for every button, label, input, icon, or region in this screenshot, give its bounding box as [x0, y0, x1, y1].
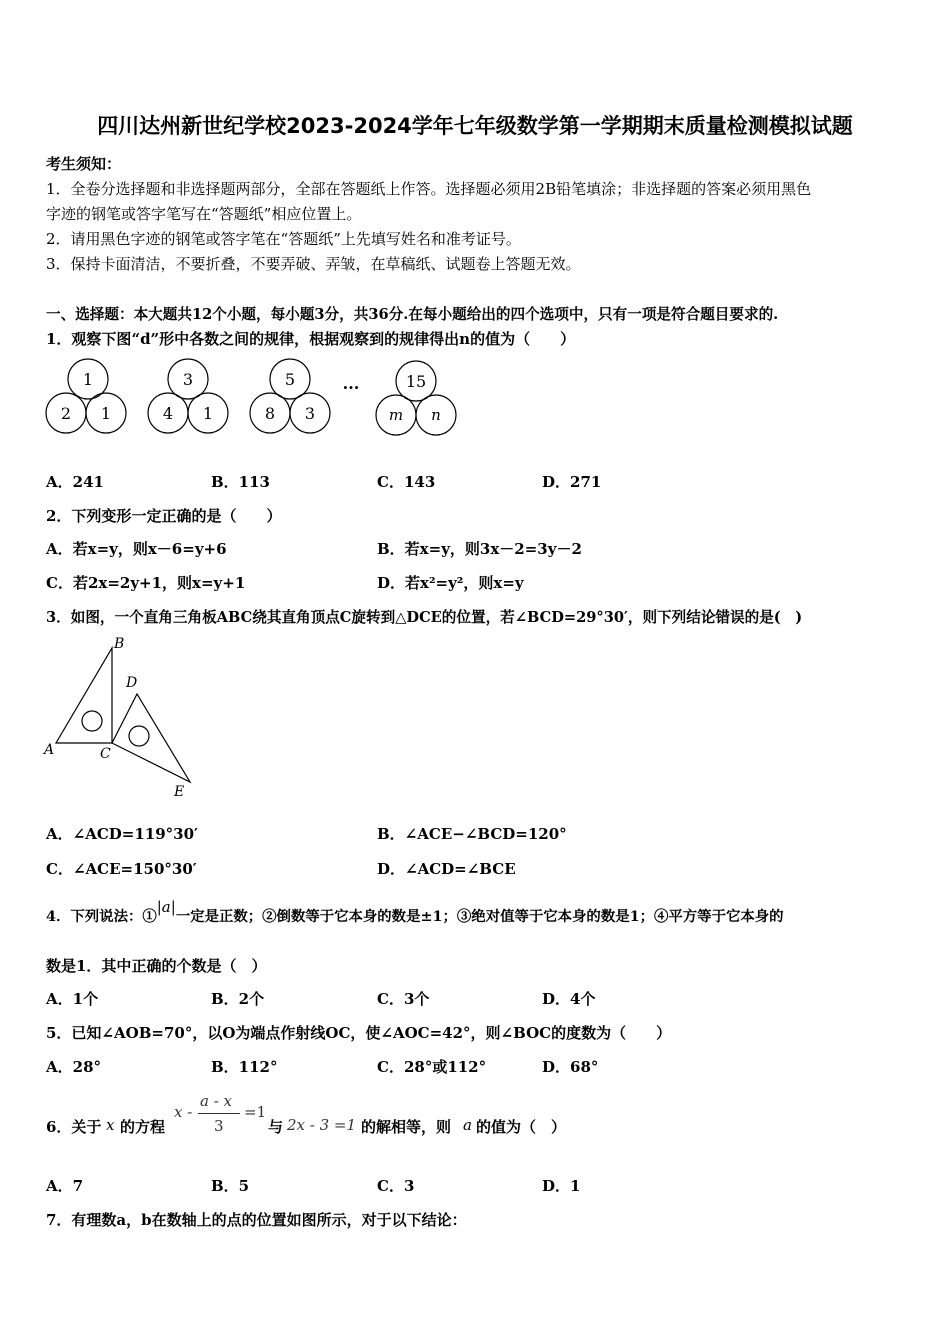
q1-stem: 1．观察下图“d”形中各数之间的规律，根据观察到的规律得出n的值为（ ） [46, 330, 576, 348]
q6-suffix: 的值为（ ） [476, 1118, 567, 1136]
page-title: 四川达州新世纪学校2023-2024学年七年级数学第一学期期末质量检测模拟试题 [97, 114, 853, 138]
q6-option-b: B．5 [211, 1177, 250, 1195]
q6-prefix: 6．关于 [46, 1118, 102, 1136]
q6-fraction-bar [198, 1113, 240, 1114]
q2-option-a: A．若x=y，则x－6=y+6 [46, 540, 227, 558]
notice-item-2: 2．请用黑色字迹的钢笔或答字笔在“答题纸”上先填写姓名和准考证号。 [46, 230, 521, 248]
q2-option-c: C．若2x=2y+1，则x=y+1 [46, 574, 246, 592]
fig2-top: 3 [182, 370, 194, 389]
label-e: E [174, 784, 185, 800]
q3-stem: 3．如图，一个直角三角板ABC绕其直角顶点C旋转到△DCE的位置，若∠BCD=29°30′，则下列结论错误的是( ) [46, 609, 803, 626]
q4-option-c: C．3个 [377, 990, 430, 1008]
q4-option-a: A．1个 [46, 990, 99, 1008]
q1-figure [40, 355, 470, 440]
q6-option-a: A．7 [46, 1177, 84, 1195]
q6-var-x: x [106, 1116, 115, 1134]
q4-prefix: 4．下列说法：① [46, 908, 157, 925]
notice-item-3: 3．保持卡面清洁，不要折叠，不要弄破、弄皱，在草稿纸、试题卷上答题无效。 [46, 255, 581, 273]
q6-mid3: 的解相等，则 [361, 1118, 452, 1136]
q3-option-b: B．∠ACE−∠BCD=120° [377, 825, 567, 843]
triangle-abc [56, 648, 112, 743]
fig1-right: 1 [100, 404, 112, 423]
q5-stem: 5．已知∠AOB=70°，以O为端点作射线OC，使∠AOC=42°，则∠BOC的度数为（ ） [46, 1024, 672, 1042]
q3-triangle-figure [40, 632, 210, 807]
q4-abs-expression: |a| [156, 898, 176, 916]
triangle-dce-hole [129, 726, 149, 746]
q2-stem: 2．下列变形一定正确的是（ ） [46, 507, 282, 525]
notice-item-1-cont: 字迹的钢笔或答字笔写在“答题纸”相应位置上。 [46, 205, 362, 223]
label-c: C [100, 746, 111, 762]
label-a: A [44, 742, 55, 758]
q6-frac-numerator: a - x [200, 1092, 233, 1110]
fig1-left: 2 [60, 404, 72, 423]
triangle-dce [112, 694, 190, 782]
q3-option-a: A．∠ACD=119°30′ [46, 825, 198, 843]
q6-mid2: 与 [268, 1118, 284, 1136]
fig3-right: 3 [304, 404, 316, 423]
q2-option-d: D．若x²=y²，则x=y [377, 574, 524, 592]
q3-option-d: D．∠ACD=∠BCE [377, 860, 516, 878]
section-heading: 一、选择题：本大题共12个小题，每小题3分，共36分.在每小题给出的四个选项中，只有一项是符合题目要求的. [46, 306, 779, 323]
fig1-top: 1 [82, 370, 94, 389]
q1-option-a: A．241 [46, 473, 104, 491]
q5-option-a: A．28° [46, 1058, 102, 1076]
q4-line1-suffix: 一定是正数；②倒数等于它本身的数是±1；③绝对值等于它本身的数是1；④平方等于它本身的 [175, 908, 784, 925]
q6-eq2: 2x - 3 =1 [287, 1116, 357, 1134]
q1-option-d: D．271 [542, 473, 602, 491]
q7-stem: 7．有理数a，b在数轴上的点的位置如图所示，对于以下结论： [46, 1211, 467, 1229]
label-d: D [126, 675, 138, 691]
q1-option-b: B．113 [211, 473, 270, 491]
fig3-top: 5 [284, 370, 296, 389]
label-b: B [114, 636, 125, 652]
q6-option-d: D．1 [542, 1177, 581, 1195]
q6-option-c: C．3 [377, 1177, 415, 1195]
ellipsis: ··· [342, 378, 360, 397]
q5-option-d: D．68° [542, 1058, 599, 1076]
q5-option-c: C．28°或112° [377, 1058, 487, 1076]
q6-mid1: 的方程 [120, 1118, 166, 1136]
q3-option-c: C．∠ACE=150°30′ [46, 860, 197, 878]
fig4-right: n [431, 406, 441, 424]
q2-option-b: B．若x=y，则3x－2=3y－2 [377, 540, 582, 558]
q4-line1 [46, 898, 784, 926]
fig4-left: m [388, 406, 404, 424]
q6-frac-denominator: 3 [214, 1117, 224, 1135]
q6-eq-right: =1 [244, 1103, 267, 1121]
q4-option-b: B．2个 [211, 990, 265, 1008]
q6-eq-left: x - [174, 1103, 193, 1121]
q6-var-a: a [463, 1116, 472, 1134]
notice-item-1: 1．全卷分选择题和非选择题两部分，全部在答题纸上作答。选择题必须用2B铅笔填涂；非选择题的答案必须用黑色 [46, 180, 812, 198]
q1-option-c: C．143 [377, 473, 436, 491]
fig2-left: 4 [162, 404, 174, 423]
q5-option-b: B．112° [211, 1058, 278, 1076]
q4-option-d: D．4个 [542, 990, 596, 1008]
q4-line2: 数是1．其中正确的个数是（ ） [46, 957, 267, 975]
fig2-right: 1 [202, 404, 214, 423]
fig3-left: 8 [264, 404, 276, 423]
triangle-abc-hole [82, 711, 102, 731]
notice-heading: 考生须知： [46, 155, 122, 173]
fig4-top: 15 [405, 372, 427, 391]
